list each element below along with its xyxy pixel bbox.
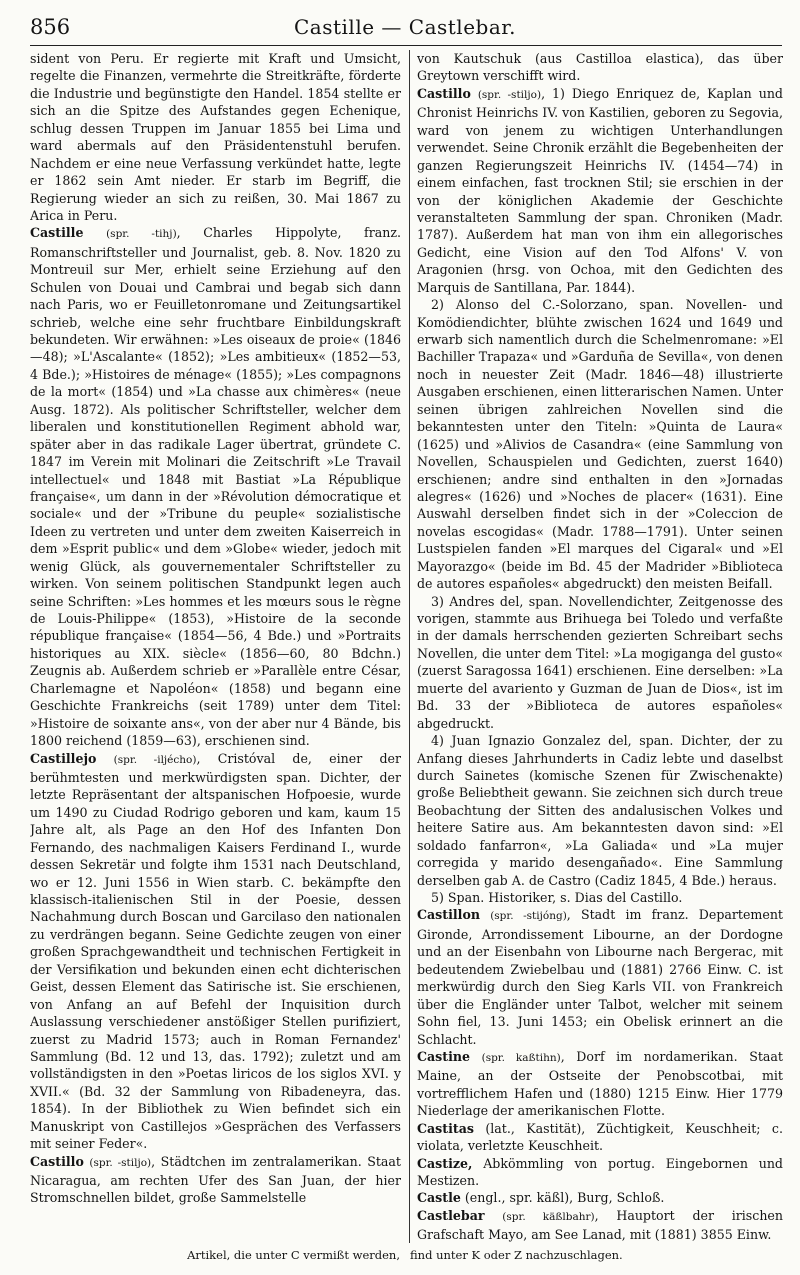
- entry-pronunciation: (spr. -iljécho): [113, 753, 197, 766]
- entry-headword: Castille: [30, 225, 84, 241]
- left-column: [30, 50, 401, 1243]
- dictionary-entry: [417, 1207, 783, 1243]
- entry-headword: Castize,: [417, 1155, 473, 1171]
- entry-headword: Castle: [417, 1190, 461, 1206]
- entry-headword: Castillo: [30, 1153, 84, 1169]
- dictionary-entry: [417, 1048, 783, 1120]
- entry-text: , Städtchen im zentralamerikan. Staat Nicaragua, am rechten Ufer des San Juan, der hier Stromschnellen bildet, große Sammelstelle: [30, 1153, 401, 1206]
- column-divider: [409, 50, 410, 1243]
- entry-text: von Kautschuk (aus Castilloa elastica), das über Greytown verschifft wird.: [417, 51, 783, 84]
- entry-text: , Stadt im franz. Departement Gironde, Arrondissement Libourne, an der Dordogne und an der Eisenbahn von Libourne nach Bergerac, mit bedeutendem Zwiebelbau und (1881) 2766 Einw. C. ist merkwürdig durch den Sieg Karls VII. von Frankreich über die Engländer unter Talbot, welcher mit seinem Sohn fiel, 13. Juni 1453; ein Obelisk erinnert an die Schlacht.: [417, 907, 783, 1047]
- entry-headword: Castillejo: [30, 750, 97, 766]
- page-number: 856: [30, 15, 71, 39]
- entry-text: , Dorf im nordamerikan. Staat Maine, an der Ostseite der Penobscotbai, mit vortrefflichem Hafen und (1880) 1215 Einw. Hier 1779 Niederlage der amerikanischen Flotte.: [417, 1048, 783, 1119]
- dictionary-entry: [30, 1153, 401, 1207]
- entry-text: , Hauptort der irischen Grafschaft Mayo, am See Lanad, mit (1881) 3855 Einw.: [417, 1207, 783, 1243]
- entry-headword: Castine: [417, 1048, 471, 1064]
- dictionary-entry: [30, 750, 401, 1153]
- entry-text: (engl., spr. käßl), Burg, Schloß.: [460, 1190, 665, 1206]
- entry-text: , Cristóval de, einer der berühmtesten und merkwürdigsten span. Dichter, der letzte Repräsentant der altspanischen Hofpoesie, wurde um 1490 zu Ciudad Rodrigo geboren und kam, kaum 15 Jahre alt, als Page an den Hof des Infanten Don Fernando, des nachmaligen Kaisers Ferdinand I., wurde dessen Sekretär und folgte ihm 1531 nach Deutschland, wo er 12. Juni 1556 in Wien starb. C. bekämpfte den klassisch-italienischen Stil in der Poesie, dessen Nachahmung durch Boscan und Garcilaso den nationalen zu verdrängen begann. Seine Gedichte zeugen von einer großen Sprachgewandtheit und technischen Fertigkeit in der Versifikation und bekunden einen echt dichterischen Geist, dessen Element das Satirische ist. Sie erschienen, von Anfang an auf Befehl der Inquisition durch Auslassung verschiedener anstößiger Stellen purifiziert, zuerst zu Madrid 1573; auch in Roman Fernandez' Sammlung (Bd. 12 und 13, das. 1792); zuletzt und am vollständigsten in den »Poetas liricos de los siglos XVI. y XVII.« (Bd. 32 der Sammlung von Ribadeneyra, das. 1854). In der Bibliothek zu Wien befindet sich ein Manuskript von Castillejos »Gesprächen des Verfassers mit seiner Feder«.: [30, 750, 401, 1152]
- dictionary-entry: [30, 50, 401, 224]
- dictionary-entry: [417, 50, 783, 85]
- entry-pronunciation: (spr. kaßtihn): [481, 1051, 561, 1064]
- header-rule: [30, 45, 782, 46]
- page-header: [30, 10, 780, 44]
- dictionary-entry: [417, 889, 783, 906]
- right-column: [417, 50, 783, 1243]
- dictionary-entry: [30, 224, 401, 749]
- dictionary-entry: [417, 85, 783, 296]
- entry-pronunciation: (spr. -tihj): [106, 228, 177, 241]
- entry-headword: Castillo: [417, 85, 471, 101]
- entry-text: , Charles Hippolyte, franz. Romanschriftsteller und Journalist, geb. 8. Nov. 1820 zu Montreuil sur Mer, erhielt seine Erziehung auf den Schulen von Douai und Cambrai und begab sich dann nach Paris, wo er Feuilletonromane und Zeitungsartikel schrieb, welche eine sehr fruchtbare Einbildungskraft bekundeten. Wir erwähnen: »Les oiseaux de proie« (1846—48); »L'Ascalante« (1852); »Les ambitieux« (1852—53, 4 Bde.); »Histoires de ménage« (1855); »Les compagnons de la mort« (1854) und »La chasse aux chimères« (neue Ausg. 1872). Als politischer Schriftsteller, welcher dem liberalen und konstitutionellen Regiment abhold war, später aber in das radikale Lager übertrat, gründete C. 1847 im Verein mit Molinari die Zeitschrift »Le Travail intellectuel« und 1848 mit Bastiat »La République française«, um dann in der »Révolution démocratique et sociale« und der »Tribune du peuple« sozialistische Ideen zu vertreten und unter dem zweiten Kaiserreich in dem »Esprit public« und dem »Globe« wieder, jedoch mit wenig Glück, als gouvernementaler Schriftsteller zu wirken. Von seinem politischen Standpunkt legen auch seine Schriften: »Les hommes et les mœurs sous le règne de Louis-Philippe« (1853), »Histoire de la seconde république française« (1854—56, 4 Bde.) und »Portraits historiques au XIX. siècle« (1856—60, 80 Bdchn.) Zeugnis ab. Außerdem schrieb er »Parallèle entre César, Charlemagne et Napoléon« (1858) und begann eine Geschichte Frankreichs (seit 1789) unter dem Titel: »Histoire de soixante ans«, von der aber nur 4 Bände, bis 1800 reichend (1859—63), erschienen sind.: [30, 225, 401, 749]
- page-footer: [30, 1248, 780, 1268]
- dictionary-entry: [417, 732, 783, 889]
- entry-pronunciation: (spr. -stiljo): [89, 1156, 152, 1169]
- entry-headword: Castillon: [417, 907, 480, 923]
- footer-note-right: find unter K oder Z nachzuschlagen.: [410, 1248, 623, 1262]
- entry-text: 3) Andres del, span. Novellendichter, Zeitgenosse des vorigen, stammte aus Brihuega bei Toledo und verfaßte in der damals herrschenden gezierten Schreibart sechs Novellen, die unter dem Titel: »La mogiganga del gusto« (zuerst Saragossa 1641) erschienen. Eine derselben: »La muerte del avariento y Guzman de Juan de Dios«, ist im Bd. 33 der »Biblioteca de autores españoles« abgedruckt.: [417, 593, 783, 731]
- entry-pronunciation: (spr. -stijóng): [490, 910, 567, 923]
- entry-text: , 1) Diego Enriquez de, Kaplan und Chronist Heinrichs IV. von Kastilien, geboren zu Segovia, ward von jenem zu wichtigen Unterhandlungen verwendet. Seine Chronik erzählt die Begebenheiten der ganzen Regierungszeit Heinrichs IV. (1454—74) in einem einfachen, fast trocknen Stil; sie erschien in der von der königlichen Akademie der Geschichte veranstalteten Sammlung der span. Chroniken (Madr. 1787). Außerdem hat man von ihm ein allegorisches Gedicht, eine Vision auf den Tod Alfons' V. von Aragonien (hrsg. von Ochoa, mit den Gedichten des Marquis de Santillana, Par. 1844).: [417, 85, 783, 295]
- running-title: Castille — Castlebar.: [294, 15, 516, 39]
- dictionary-entry: [417, 1155, 783, 1190]
- entry-text: sident von Peru. Er regierte mit Kraft und Umsicht, regelte die Finanzen, vermehrte die Streitkräfte, förderte die Industrie und begünstigte den Handel. 1854 stellte er sich an die Spitze des Aufstandes gegen Echenique, schlug dessen Truppen im Januar 1855 bei Lima und ward abermals auf den Präsidentenstuhl berufen. Nachdem er eine neue Verfassung verkündet hatte, legte er 1862 sein Amt nieder. Er starb im Begriff, die Regierung wieder an sich zu reißen, 30. Mai 1867 zu Arica in Peru.: [30, 51, 401, 223]
- entry-text: (lat., Kastität), Züchtigkeit, Keuschheit; c. violata, verletzte Keuschheit.: [417, 1120, 783, 1154]
- entry-headword: Castitas: [417, 1120, 474, 1136]
- entry-text: 4) Juan Ignazio Gonzalez del, span. Dichter, der zu Anfang dieses Jahrhunderts in Cadiz lebte und daselbst durch Sainetes (komische Szenen für Zwischenakte) große Beliebtheit gewann. Sie zeichnen sich durch treue Beobachtung der Sitten des andalusischen Volkes und heitere Satire aus. Am bekanntesten davon sind: »El soldado fanfarron«, »La Galiada« und »La mujer corregida y marido desengañado«. Eine Sammlung derselben gab A. de Castro (Cadiz 1845, 4 Bde.) heraus.: [417, 733, 783, 888]
- entry-pronunciation: (spr. käßlbahr): [502, 1210, 595, 1223]
- dictionary-entry: [417, 906, 783, 1048]
- dictionary-entry: [417, 1120, 783, 1155]
- entry-headword: Castlebar: [417, 1207, 485, 1223]
- entry-text: Abkömmling von portug. Eingebornen und Mestizen.: [417, 1155, 783, 1188]
- entry-text: 5) Span. Historiker, s. Dias del Castillo.: [431, 890, 683, 905]
- dictionary-entry: [417, 1189, 783, 1206]
- dictionary-entry: [417, 296, 783, 592]
- entry-pronunciation: (spr. -stiljo): [477, 88, 542, 101]
- footer-note-left: Artikel, die unter C vermißt werden,: [187, 1248, 400, 1262]
- dictionary-entry: [417, 593, 783, 733]
- entry-text: 2) Alonso del C.-Solorzano, span. Novellen- und Komödiendichter, blühte zwischen 1624 und 1649 und erwarb sich namentlich durch die Schelmenromane: »El Bachiller Trapaza« und »Garduña de Sevilla«, von denen noch in neuester Zeit (Madr. 1846—48) illustrierte Ausgaben erschienen, einen litterarischen Namen. Unter seinen übrigen zahlreichen Novellen sind die bekanntesten unter den Titeln: »Quinta de Laura« (1625) und »Alivios de Casandra« (eine Sammlung von Novellen, Schauspielen und Gedichten, zuerst 1640) erschienen; andre sind enthalten in den »Jornadas alegres« (1626) und »Noches de placer« (1631). Eine Auswahl derselben findet sich in der »Coleccion de novelas escogidas« (Madr. 1788—1791). Unter seinen Lustspielen fanden »El marques del Cigaral« und »El Mayorazgo« (beide im Bd. 45 der Madrider »Biblioteca de autores españoles« abgedruckt) den meisten Beifall.: [417, 297, 783, 592]
